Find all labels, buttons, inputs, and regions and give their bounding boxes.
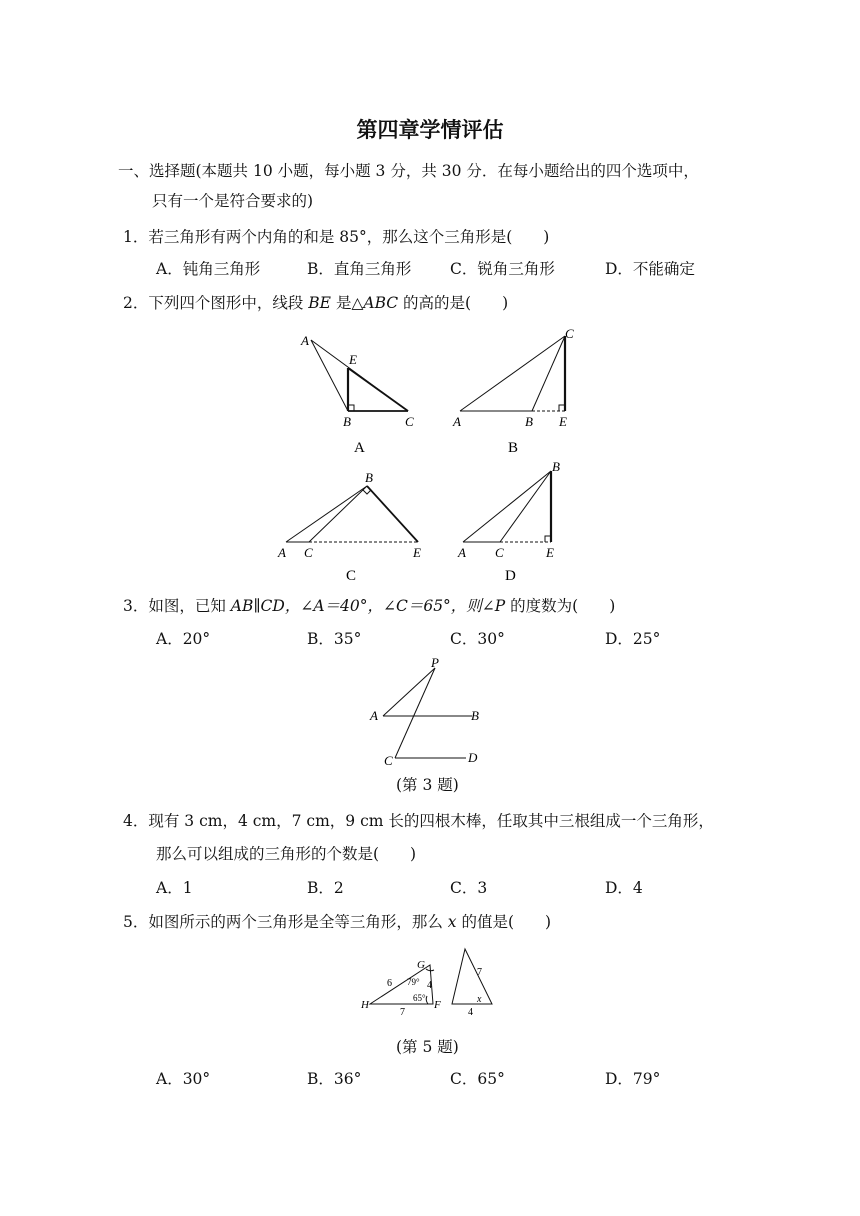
svg-text:6: 6 <box>387 978 392 989</box>
svg-text:4: 4 <box>468 1007 473 1018</box>
q3-option-b: B．35° <box>307 630 362 648</box>
svg-text:A: A <box>458 545 466 560</box>
figure-label-a: A <box>354 440 365 456</box>
question-5-stem: 5．如图所示的两个三角形是全等三角形，那么 x 的值是( ) <box>123 913 552 931</box>
q1-option-a: A．钝角三角形 <box>156 260 261 278</box>
q3-option-c: C．30° <box>450 630 505 648</box>
figure-label-c: C <box>346 568 357 583</box>
svg-text:C: C <box>384 753 393 768</box>
figure-label-d: D <box>505 568 516 583</box>
q5-option-a: A．30° <box>156 1070 211 1088</box>
svg-text:B: B <box>525 414 533 429</box>
svg-text:A: A <box>278 545 286 560</box>
svg-text:H: H <box>361 999 369 1011</box>
svg-text:B: B <box>471 708 479 723</box>
svg-text:x: x <box>477 994 482 1005</box>
figure-3-caption: (第 3 题) <box>396 776 459 794</box>
q5-option-b: B．36° <box>307 1070 362 1088</box>
figure-2b <box>445 325 585 460</box>
q4-option-a: A．1 <box>156 879 193 897</box>
svg-text:4: 4 <box>427 980 432 991</box>
svg-text:E: E <box>413 545 421 560</box>
question-4-stem-line1: 4．现有 3 cm，4 cm，7 cm，9 cm 长的四根木棒，任取其中三根组成一个三角形， <box>123 812 714 830</box>
svg-text:7: 7 <box>400 1007 405 1018</box>
svg-text:B: B <box>365 470 373 485</box>
figure-3 <box>365 654 495 769</box>
page-title: 第四章学情评估 <box>356 118 504 142</box>
figure-label-b: B <box>508 440 519 456</box>
svg-text:C: C <box>304 545 313 560</box>
figure-2c <box>272 468 437 583</box>
q1-option-d: D．不能确定 <box>605 260 695 278</box>
svg-text:F: F <box>434 999 441 1011</box>
figure-5-caption: (第 5 题) <box>396 1038 459 1056</box>
section-heading-line2: 只有一个是符合要求的) <box>152 192 314 210</box>
label-c: C <box>405 414 414 429</box>
svg-text:C: C <box>565 326 574 341</box>
q5-option-c: C．65° <box>450 1070 505 1088</box>
question-1-stem: 1．若三角形有两个内角的和是 85°，那么这个三角形是( ) <box>123 228 550 246</box>
svg-text:C: C <box>495 545 504 560</box>
figure-2d <box>455 456 585 583</box>
svg-text:65°: 65° <box>413 993 426 1003</box>
figure-2a <box>295 325 435 460</box>
q1-option-c: C．锐角三角形 <box>450 260 555 278</box>
svg-text:79°: 79° <box>407 977 420 987</box>
section-heading-line1: 一、选择题(本题共 10 小题，每小题 3 分，共 30 分．在每小题给出的四个选项中， <box>118 162 699 180</box>
svg-text:E: E <box>559 414 567 429</box>
svg-text:B: B <box>552 459 560 474</box>
q4-option-c: C．3 <box>450 879 488 897</box>
figure-5 <box>355 942 505 1022</box>
q1-option-b: B．直角三角形 <box>307 260 412 278</box>
label-e: E <box>349 352 357 367</box>
label-a: A <box>301 333 309 348</box>
question-3-stem: 3．如图，已知 AB∥CD，∠A＝40°，∠C＝65°，则∠P 的度数为( ) <box>123 597 616 615</box>
q5-option-d: D．79° <box>605 1070 661 1088</box>
q3-option-d: D．25° <box>605 630 661 648</box>
svg-text:7: 7 <box>477 967 482 978</box>
question-2-stem: 2．下列四个图形中，线段 BE 是△ABC 的高的是( ) <box>123 294 509 312</box>
q4-option-d: D．4 <box>605 879 643 897</box>
svg-text:E: E <box>546 545 554 560</box>
label-b: B <box>343 414 351 429</box>
question-4-stem-line2: 那么可以组成的三角形的个数是( ) <box>156 845 417 863</box>
svg-text:G: G <box>417 959 425 971</box>
svg-text:A: A <box>453 414 461 429</box>
q3-option-a: A．20° <box>156 630 211 648</box>
q4-option-b: B．2 <box>307 879 344 897</box>
svg-text:D: D <box>468 750 478 765</box>
svg-text:A: A <box>370 708 378 723</box>
svg-text:P: P <box>431 655 439 670</box>
